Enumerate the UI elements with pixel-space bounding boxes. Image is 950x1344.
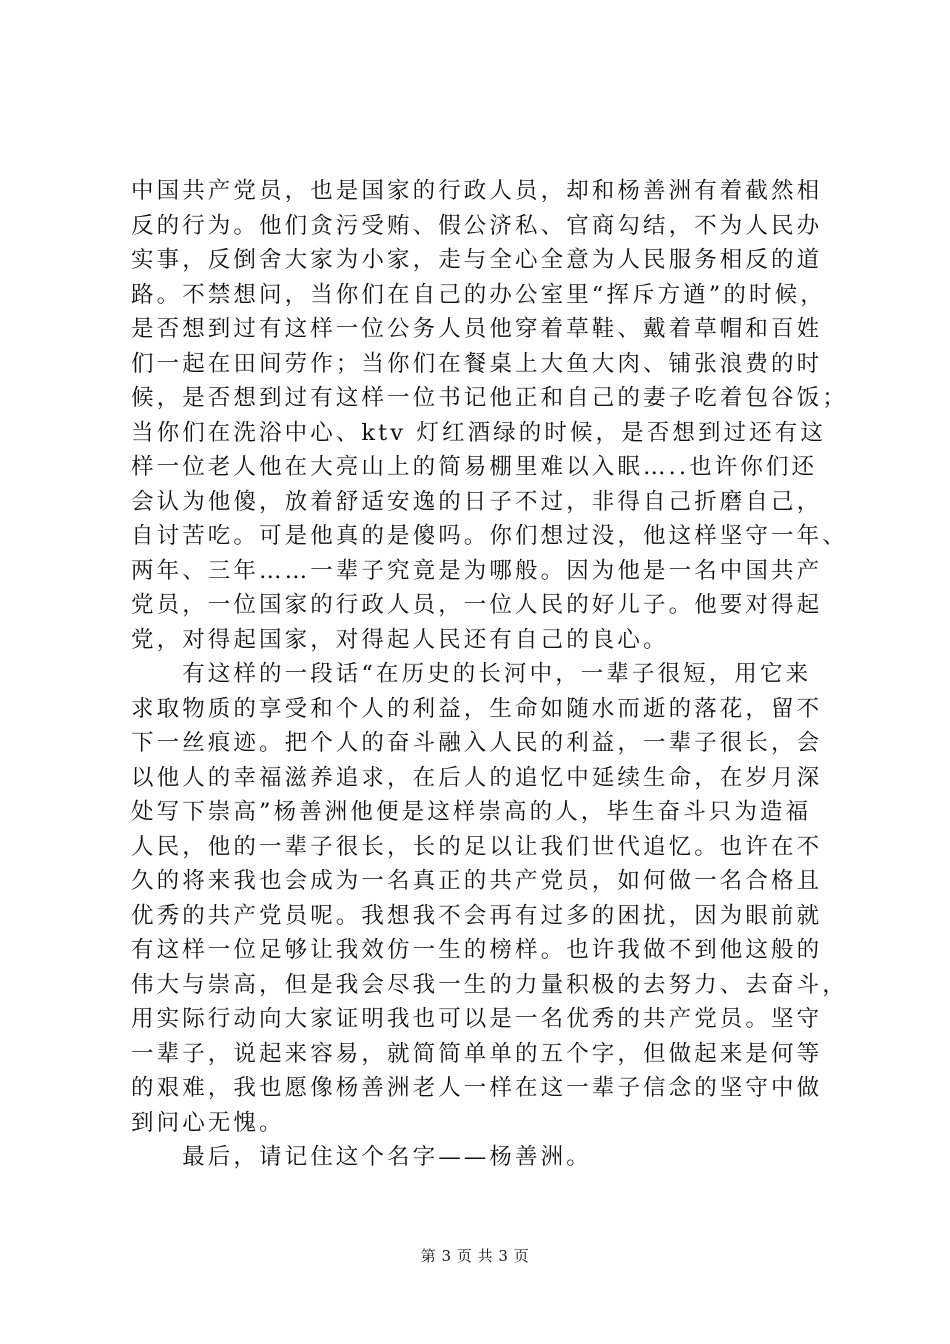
text-line: 会认为他傻，放着舒适安逸的日子不过，非得自己折磨自己， bbox=[131, 488, 823, 515]
text-line: 处写下崇高”杨善洲他便是这样崇高的人，毕生奋斗只为造福 bbox=[131, 799, 812, 825]
text-line: 伟大与崇高，但是我会尽我一生的力量积极的去努力、去奋斗， bbox=[131, 971, 848, 998]
text-line: 党员，一位国家的行政人员，一位人民的好儿子。他要对得起 bbox=[131, 592, 823, 618]
text-line: 的艰难，我也愿像杨善洲老人一样在这一辈子信念的坚守中做 bbox=[131, 1075, 823, 1101]
text-line: 最后，请记住这个名字——杨善洲。 bbox=[131, 1144, 592, 1170]
text-line: 两年、三年……一辈子究竟是为哪般。因为他是一名中国共产 bbox=[131, 557, 823, 584]
text-line: 求取物质的享受和个人的利益，生命如随水而逝的落花，留不 bbox=[131, 695, 823, 722]
text-line: 以他人的幸福滋养追求，在后人的追忆中延续生命，在岁月深 bbox=[131, 764, 823, 791]
text-line: 到问心无愧。 bbox=[131, 1109, 285, 1136]
text-line: 样一位老人他在大亮山上的简易棚里难以入眠…..也许你们还 bbox=[131, 454, 818, 480]
page-number-label: 第 3 页 共 3 页 bbox=[420, 1247, 530, 1265]
text-line: 人民，他的一辈子很长，长的足以让我们世代追忆。也许在不 bbox=[131, 833, 823, 860]
text-line: 下一丝痕迹。把个人的奋斗融入人民的利益，一辈子很长，会 bbox=[131, 730, 823, 756]
text-line: 当你们在洗浴中心、ktv 灯红酒绿的时候，是否想到过还有这 bbox=[131, 419, 826, 446]
page-footer bbox=[0, 1245, 950, 1266]
text-line: 是否想到过有这样一位公务人员他穿着草鞋、戴着草帽和百姓 bbox=[131, 316, 823, 342]
text-line: 反的行为。他们贪污受贿、假公济私、官商勾结，不为人民办 bbox=[131, 212, 823, 239]
text-line: 路。不禁想问，当你们在自己的办公室里“挥斥方遒”的时候， bbox=[131, 281, 826, 308]
text-line: 自讨苦吃。可是他真的是傻吗。你们想过没，他这样坚守一年、 bbox=[131, 523, 848, 549]
text-line: 用实际行动向大家证明我也可以是一名优秀的共产党员。坚守 bbox=[131, 1006, 823, 1032]
text-line: 有这样的一段话“在历史的长河中，一辈子很短，用它来 bbox=[131, 661, 812, 687]
text-line: 候，是否想到过有这样一位书记他正和自己的妻子吃着包谷饭； bbox=[131, 385, 848, 411]
text-line: 久的将来我也会成为一名真正的共产党员，如何做一名合格且 bbox=[131, 868, 823, 894]
text-line: 实事，反倒舍大家为小家，走与全心全意为人民服务相反的道 bbox=[131, 247, 823, 273]
text-line: 有这样一位足够让我效仿一生的榜样。也许我做不到他这般的 bbox=[131, 937, 823, 963]
text-line: 党，对得起国家，对得起人民还有自己的良心。 bbox=[131, 626, 669, 653]
text-line: 优秀的共产党员呢。我想我不会再有过多的困扰，因为眼前就 bbox=[131, 902, 823, 929]
text-line: 们一起在田间劳作；当你们在餐桌上大鱼大肉、铺张浪费的时 bbox=[131, 350, 823, 377]
document-body bbox=[131, 174, 848, 1175]
text-line: 中国共产党员，也是国家的行政人员，却和杨善洲有着截然相 bbox=[131, 178, 823, 204]
text-line: 一辈子，说起来容易，就简简单单的五个字，但做起来是何等 bbox=[131, 1040, 823, 1067]
